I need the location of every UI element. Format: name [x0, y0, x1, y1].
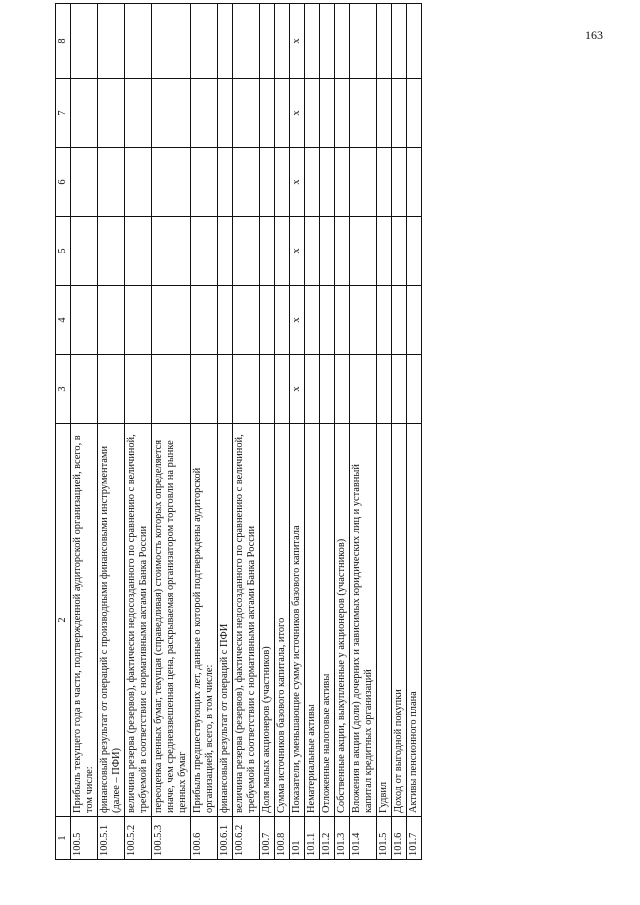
row-value-cell — [152, 148, 191, 217]
table-row — [290, 4, 305, 860]
row-description: Нематериальные активы — [305, 424, 320, 817]
table-row — [191, 4, 218, 860]
row-value-cell — [350, 79, 377, 148]
row-value-cell — [260, 217, 275, 286]
row-value-cell — [71, 79, 98, 148]
row-value-cell — [407, 355, 422, 424]
row-value-cell — [71, 355, 98, 424]
row-value-cell — [320, 148, 335, 217]
table-row — [125, 4, 152, 860]
table-row — [218, 4, 233, 860]
row-value-cell — [191, 286, 218, 355]
row-description: Доход от выгодной покупки — [392, 424, 407, 817]
row-value-cell — [275, 286, 290, 355]
row-value-cell — [98, 355, 125, 424]
row-value-cell — [152, 217, 191, 286]
row-value-cell — [392, 4, 407, 79]
row-value-cell — [98, 286, 125, 355]
row-value-cell — [125, 286, 152, 355]
row-value-cell — [71, 4, 98, 79]
row-value-cell — [218, 148, 233, 217]
row-value-cell — [407, 148, 422, 217]
row-value-cell — [305, 4, 320, 79]
row-value-cell — [125, 148, 152, 217]
row-description: Доля малых акционеров (участников) — [260, 424, 275, 817]
row-value-cell — [320, 217, 335, 286]
row-value-cell — [233, 4, 260, 79]
row-value-cell — [335, 4, 350, 79]
row-code: 101.4 — [350, 817, 377, 860]
row-code: 100.5.3 — [152, 817, 191, 860]
row-code: 100.6 — [191, 817, 218, 860]
row-value-cell — [233, 217, 260, 286]
row-value-cell — [260, 4, 275, 79]
row-value-cell: x — [290, 355, 305, 424]
column-header: 6 — [56, 148, 71, 217]
row-code: 101.2 — [320, 817, 335, 860]
table-row — [350, 4, 377, 860]
row-value-cell — [191, 217, 218, 286]
row-description: переоценка ценных бумаг, текущая (справедливая) стоимость которых определяется иначе, чем средневзвешенная цена, раскрываемая организатором торговли на рынке ценных бумаг — [152, 424, 191, 817]
row-value-cell — [350, 286, 377, 355]
row-description: Прибыль предшествующих лет, данные о которой подтверждены аудиторской организацией, всего, в том числе: — [191, 424, 218, 817]
row-value-cell — [218, 79, 233, 148]
table-row — [275, 4, 290, 860]
column-header: 4 — [56, 286, 71, 355]
row-value-cell — [377, 4, 392, 79]
row-value-cell — [233, 79, 260, 148]
row-value-cell — [260, 79, 275, 148]
row-value-cell — [98, 4, 125, 79]
row-value-cell: x — [290, 4, 305, 79]
row-code: 101.6 — [392, 817, 407, 860]
row-value-cell — [335, 355, 350, 424]
column-header: 1 — [56, 817, 71, 860]
row-value-cell — [320, 286, 335, 355]
row-value-cell — [152, 355, 191, 424]
row-code: 101.3 — [335, 817, 350, 860]
row-code: 101.5 — [377, 817, 392, 860]
row-value-cell — [407, 79, 422, 148]
row-value-cell — [233, 148, 260, 217]
row-value-cell — [335, 148, 350, 217]
row-description: величина резерва (резервов), фактически недосозданного по сравнению с величиной, требуемой в соответствии с нормативными актами Банка России — [233, 424, 260, 817]
row-value-cell — [350, 355, 377, 424]
row-value-cell — [152, 286, 191, 355]
row-value-cell — [377, 286, 392, 355]
row-value-cell — [392, 355, 407, 424]
row-code: 100.7 — [260, 817, 275, 860]
row-value-cell — [191, 4, 218, 79]
row-value-cell — [125, 79, 152, 148]
row-value-cell: x — [290, 217, 305, 286]
column-header: 8 — [56, 4, 71, 79]
row-value-cell — [233, 286, 260, 355]
row-value-cell — [377, 79, 392, 148]
row-description: Собственные акции, выкупленные у акционеров (участников) — [335, 424, 350, 817]
column-header: 3 — [56, 355, 71, 424]
table-row — [260, 4, 275, 860]
row-description: Сумма источников базового капитала, итого — [275, 424, 290, 817]
table-row — [233, 4, 260, 860]
row-code: 100.5.1 — [98, 817, 125, 860]
row-value-cell — [305, 355, 320, 424]
row-description: Отложенные налоговые активы — [320, 424, 335, 817]
table-row — [335, 4, 350, 860]
row-code: 101 — [290, 817, 305, 860]
row-code: 100.6.2 — [233, 817, 260, 860]
row-value-cell — [191, 355, 218, 424]
row-value-cell — [407, 286, 422, 355]
header-row — [56, 4, 71, 860]
column-header: 2 — [56, 424, 71, 817]
row-description: финансовый результат от операций с производными финансовыми инструментами (далее – ПФИ) — [98, 424, 125, 817]
row-value-cell — [377, 355, 392, 424]
row-value-cell — [305, 286, 320, 355]
row-value-cell — [377, 148, 392, 217]
row-value-cell — [305, 217, 320, 286]
table-row — [407, 4, 422, 860]
row-value-cell — [392, 148, 407, 217]
table-row — [98, 4, 125, 860]
row-value-cell — [335, 79, 350, 148]
capital-table — [55, 3, 422, 860]
row-value-cell — [392, 79, 407, 148]
row-code: 100.8 — [275, 817, 290, 860]
table-body — [71, 4, 422, 860]
row-value-cell — [350, 148, 377, 217]
row-value-cell — [335, 286, 350, 355]
row-value-cell — [350, 4, 377, 79]
row-value-cell — [305, 79, 320, 148]
row-value-cell — [152, 4, 191, 79]
row-value-cell — [275, 4, 290, 79]
table-row — [305, 4, 320, 860]
row-value-cell — [71, 217, 98, 286]
row-value-cell: x — [290, 79, 305, 148]
row-description: Прибыль текущего года в части, подтвержденной аудиторской организацией, всего, в том числе: — [71, 424, 98, 817]
row-value-cell — [191, 148, 218, 217]
row-description: величина резерва (резервов), фактически недосозданного по сравнению с величиной, требуемой в соответствии с нормативными актами Банка России — [125, 424, 152, 817]
row-value-cell — [275, 355, 290, 424]
row-value-cell — [152, 79, 191, 148]
row-value-cell — [407, 217, 422, 286]
row-value-cell — [320, 4, 335, 79]
row-code: 100.6.1 — [218, 817, 233, 860]
row-description: Активы пенсионного плана — [407, 424, 422, 817]
row-code: 100.5 — [71, 817, 98, 860]
column-header: 5 — [56, 217, 71, 286]
row-value-cell — [218, 286, 233, 355]
row-value-cell — [260, 355, 275, 424]
row-value-cell — [233, 355, 260, 424]
row-value-cell — [125, 217, 152, 286]
row-value-cell — [407, 4, 422, 79]
row-value-cell — [191, 79, 218, 148]
row-description: Вложения в акции (доли) дочерних и зависимых юридических лиц и уставный капитал кредитных организаций — [350, 424, 377, 817]
row-value-cell — [71, 148, 98, 217]
row-description: финансовый результат от операций с ПФИ — [218, 424, 233, 817]
row-value-cell — [335, 217, 350, 286]
table-row — [377, 4, 392, 860]
row-value-cell — [125, 355, 152, 424]
row-code: 101.7 — [407, 817, 422, 860]
row-value-cell — [275, 217, 290, 286]
rotated-table-container — [55, 38, 443, 860]
table-row — [152, 4, 191, 860]
row-value-cell — [98, 79, 125, 148]
row-value-cell — [125, 4, 152, 79]
row-value-cell — [98, 217, 125, 286]
row-value-cell — [260, 286, 275, 355]
row-value-cell — [218, 355, 233, 424]
row-value-cell — [218, 4, 233, 79]
row-value-cell: x — [290, 286, 305, 355]
row-description: Гудвил — [377, 424, 392, 817]
row-value-cell — [275, 148, 290, 217]
row-value-cell — [392, 217, 407, 286]
table-row — [71, 4, 98, 860]
row-description: Показатели, уменьшающие сумму источников базового капитала — [290, 424, 305, 817]
row-value-cell — [305, 148, 320, 217]
row-value-cell: x — [290, 148, 305, 217]
row-value-cell — [275, 79, 290, 148]
row-value-cell — [320, 79, 335, 148]
page-number: 163 — [585, 28, 603, 42]
row-value-cell — [350, 217, 377, 286]
row-value-cell — [218, 217, 233, 286]
row-value-cell — [320, 355, 335, 424]
row-value-cell — [71, 286, 98, 355]
row-value-cell — [377, 217, 392, 286]
row-value-cell — [98, 148, 125, 217]
table-row — [320, 4, 335, 860]
table-row — [392, 4, 407, 860]
row-code: 101.1 — [305, 817, 320, 860]
row-value-cell — [260, 148, 275, 217]
row-code: 100.5.2 — [125, 817, 152, 860]
column-header: 7 — [56, 79, 71, 148]
row-value-cell — [392, 286, 407, 355]
